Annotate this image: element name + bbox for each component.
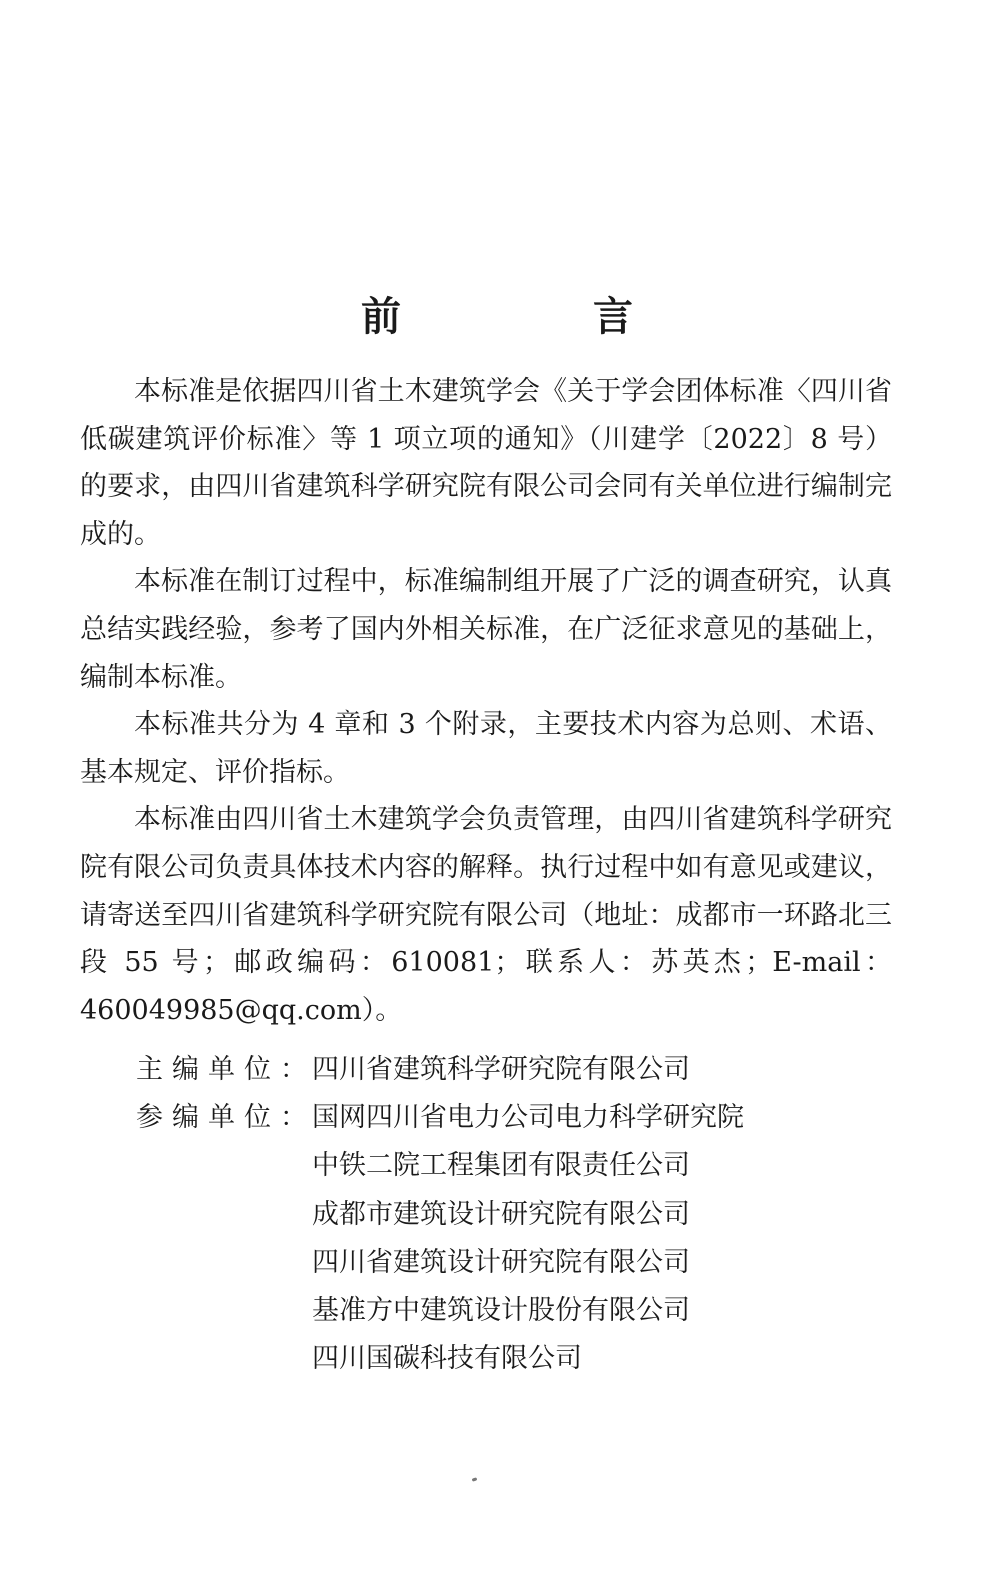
paragraph-process: 本标准在制订过程中，标准编制组开展了广泛的调查研究，认真总结实践经验，参考了国内外相关标准，在广泛征求意见的基础上，编制本标准。 [80, 566, 892, 693]
participating-org: 中铁二院工程集团有限责任公司 [312, 1150, 690, 1182]
paragraph-contents: 本标准共分为 4 章和 3 个附录，主要技术内容为总则、术语、基本规定、评价指标。 [80, 709, 892, 788]
participating-editors-label: 参编单位： [136, 1102, 316, 1134]
participating-org: 四川国碳科技有限公司 [312, 1343, 582, 1375]
preface-body [80, 368, 892, 1034]
page-title: 前 言 [361, 292, 709, 340]
scan-speck [472, 1477, 478, 1482]
participating-org: 四川省建筑设计研究院有限公司 [312, 1246, 690, 1278]
chief-editor-label: 主编单位： [136, 1054, 316, 1085]
participating-editors-list [312, 1094, 744, 1383]
participating-org: 基准方中建筑设计股份有限公司 [312, 1295, 690, 1327]
paragraph-management: 本标准由四川省土木建筑学会负责管理，由四川省建筑科学研究院有限公司负责具体技术内容的解释。执行过程中如有意见或建议，请寄送至四川省建筑科学研究院有限公司（地址：成都市一环路北三段 55 号；邮政编码：610081；联系人：苏英杰；E-mail：460049985@qq.com）。 [80, 804, 892, 1026]
chief-editor-org: 四川省建筑科学研究院有限公司 [312, 1054, 690, 1085]
participating-org: 国网四川省电力公司电力科学研究院 [312, 1102, 744, 1134]
chief-editor-list [312, 1046, 690, 1094]
paragraph-basis: 本标准是依据四川省土木建筑学会《关于学会团体标准〈四川省低碳建筑评价标准〉等 1 项立项的通知》（川建学〔2022〕8 号）的要求，由四川省建筑科学研究院有限公司会同有关单位进行编制完成的。 [80, 376, 892, 550]
participating-editors-row [80, 1094, 892, 1383]
chief-editor-row [80, 1046, 892, 1094]
editor-organizations [80, 1046, 892, 1383]
participating-org: 成都市建筑设计研究院有限公司 [312, 1198, 690, 1230]
